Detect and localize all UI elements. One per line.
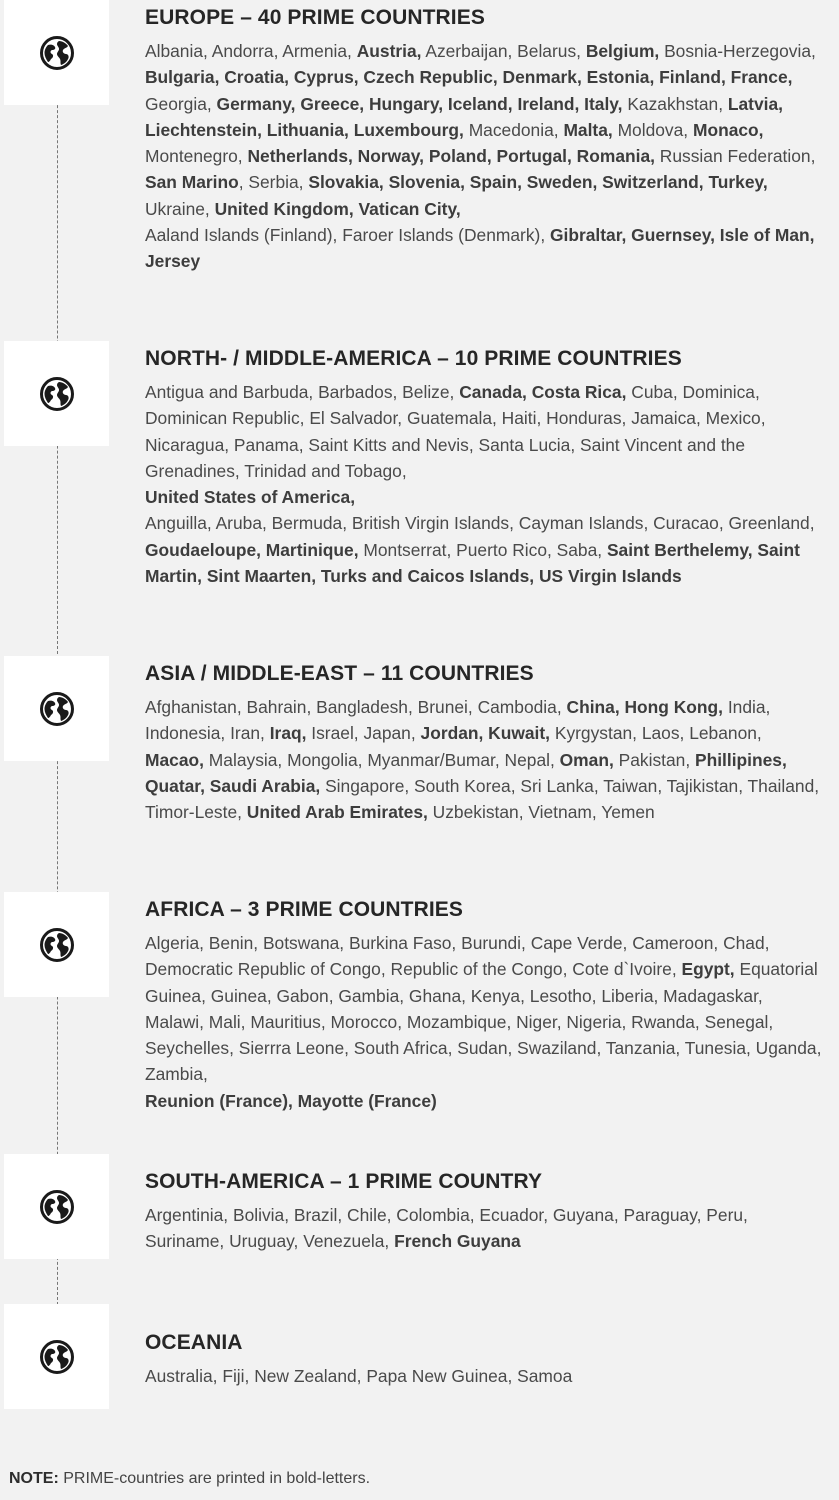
region-title: OCEANIA bbox=[145, 1331, 243, 1354]
country-text: Pakistan, bbox=[613, 749, 695, 770]
country-text: , Serbia, bbox=[238, 172, 309, 193]
globe-icon-box bbox=[4, 1154, 109, 1259]
region-title: ASIA / MIDDLE-EAST – 11 COUNTRIES bbox=[145, 662, 534, 685]
globe-icon bbox=[39, 1339, 75, 1375]
globe-icon bbox=[39, 927, 75, 963]
country-text: Equatorial Guinea, Guinea, Gabon, Gambia, Ghana, Kenya, Lesotho, Liberia, Madagaskar, Malawi, Mali, Mauritius, Morocco, Mozambique, Niger, Nigeria, Rwanda, Senegal, Seychelles, Sierrra Leone, South Africa, Sudan, Swaziland, Tanzania, Tunesia, Uganda, Zambia, bbox=[145, 959, 822, 1085]
country-text: Georgia, bbox=[145, 93, 217, 114]
prime-country-text: Goudaeloupe, Martinique, bbox=[145, 539, 359, 560]
country-text: Montenegro, bbox=[145, 146, 248, 167]
globe-icon-box bbox=[4, 0, 109, 105]
footnote bbox=[9, 1470, 370, 1488]
prime-country-text: United Arab Emirates, bbox=[246, 802, 428, 823]
prime-country-text: United Kingdom, Vatican City, bbox=[214, 198, 461, 219]
prime-country-text: Belgium, bbox=[585, 41, 660, 61]
prime-country-text: Macao, bbox=[145, 749, 204, 770]
prime-country-text: Latvia, Liechtenstein, Lithuania, Luxembourg, bbox=[145, 93, 783, 140]
country-text: Bosnia-Herzegovia, bbox=[659, 41, 816, 61]
prime-country-text: Slovakia, Slovenia, Spain, Sweden, Switzerland, Turkey, bbox=[308, 172, 768, 193]
prime-country-text: Gibraltar, Guernsey, Isle of Man, Jersey bbox=[145, 225, 815, 272]
country-list bbox=[145, 694, 825, 825]
region-title: SOUTH-AMERICA – 1 PRIME COUNTRY bbox=[145, 1170, 543, 1193]
prime-country-text: Canada, Costa Rica, bbox=[459, 382, 627, 402]
prime-country-text: San Marino bbox=[145, 172, 239, 193]
globe-icon-box bbox=[4, 341, 109, 446]
note-label: NOTE: bbox=[9, 1470, 59, 1487]
country-list bbox=[145, 379, 825, 589]
country-text: Algeria, Benin, Botswana, Burkina Faso, Burundi, Cape Verde, Cameroon, Chad, Democratic Republic of Congo, Republic of the Congo, Cote d`Ivoire, bbox=[145, 933, 770, 980]
globe-icon bbox=[39, 1189, 75, 1225]
country-text: Israel, Japan, bbox=[306, 723, 421, 744]
prime-country-text: China, Hong Kong, bbox=[566, 697, 724, 717]
country-text: Montserrat, Puerto Rico, Saba, bbox=[358, 539, 607, 560]
country-text: India, Indonesia, Iran, bbox=[145, 697, 771, 744]
country-text: Macedonia, bbox=[463, 119, 564, 140]
prime-country-text: United States of America, bbox=[145, 487, 356, 508]
region-title: AFRICA – 3 PRIME COUNTRIES bbox=[145, 898, 464, 921]
country-text: Kyrgystan, Laos, Lebanon, bbox=[550, 723, 762, 744]
prime-country-text: Netherlands, Norway, Poland, Portugal, Romania, bbox=[247, 146, 655, 167]
country-list bbox=[145, 38, 825, 275]
prime-country-text: Austria, bbox=[356, 41, 422, 61]
prime-country-text: Saint Berthelemy, Saint Martin, Sint Maarten, Turks and Caicos Islands, US Virgin Islands bbox=[145, 539, 800, 587]
prime-country-text: Oman, bbox=[559, 749, 614, 770]
note-text: PRIME-countries are printed in bold-letters. bbox=[58, 1470, 371, 1487]
country-text: Malaysia, Mongolia, Myanmar/Bumar, Nepal, bbox=[203, 749, 560, 770]
country-list bbox=[145, 1202, 825, 1255]
country-text: Kazakhstan, bbox=[622, 93, 728, 114]
globe-icon bbox=[39, 376, 75, 412]
globe-icon bbox=[39, 35, 75, 71]
globe-icon bbox=[39, 691, 75, 727]
country-text: Singapore, South Korea, Sri Lanka, Taiwan, Tajikistan, Thailand, Timor-Leste, bbox=[145, 775, 820, 823]
globe-icon-box bbox=[4, 892, 109, 997]
prime-country-text: Phillipines, Quatar, Saudi Arabia, bbox=[145, 749, 787, 796]
prime-country-text: Jordan, Kuwait, bbox=[420, 723, 551, 744]
prime-country-text: Iraq, bbox=[269, 723, 307, 744]
prime-country-text: French Guyana bbox=[394, 1231, 521, 1252]
country-text: Azerbaijan, Belarus, bbox=[421, 41, 586, 61]
country-text: Afghanistan, Bahrain, Bangladesh, Brunei, Cambodia, bbox=[145, 697, 567, 717]
prime-country-text: Reunion (France), Mayotte (France) bbox=[145, 1090, 437, 1111]
country-list bbox=[145, 1363, 825, 1389]
globe-icon-box bbox=[4, 1304, 109, 1409]
country-text: Australia, Fiji, New Zealand, Papa New Guinea, Samoa bbox=[145, 1366, 573, 1386]
country-text: Aaland Islands (Finland), Faroer Islands (Denmark), bbox=[145, 225, 550, 246]
country-text: Anguilla, Aruba, Bermuda, British Virgin Islands, Cayman Islands, Curacao, Greenland, bbox=[145, 513, 815, 534]
country-text: Cuba, Dominica, Dominican Republic, El Salvador, Guatemala, Haiti, Honduras, Jamaica, Mexico, Nicaragua, Panama, Saint Kitts and Nevis, Santa Lucia, Saint Vincent and the Grenadines, Trinidad and Tobago, bbox=[145, 382, 766, 481]
prime-country-text: Egypt, bbox=[681, 959, 735, 980]
prime-country-text: Bulgaria, Croatia, Cyprus, Czech Republic, Denmark, Estonia, Finland, France, bbox=[145, 67, 793, 88]
country-text: Russian Federation, bbox=[654, 146, 816, 167]
country-list bbox=[145, 930, 825, 1114]
country-text: Moldova, bbox=[612, 119, 693, 140]
country-text: Antigua and Barbuda, Barbados, Belize, bbox=[145, 382, 460, 402]
prime-country-text: Malta, bbox=[563, 119, 613, 140]
prime-country-text: Monaco, bbox=[692, 119, 764, 140]
region-title: NORTH- / MIDDLE-AMERICA – 10 PRIME COUNTRIES bbox=[145, 347, 682, 370]
country-text: Argentinia, Bolivia, Brazil, Chile, Colombia, Ecuador, Guyana, Paraguay, Peru, Suriname, Uruguay, Venezuela, bbox=[145, 1205, 748, 1252]
country-text: Albania, Andorra, Armenia, bbox=[145, 41, 357, 61]
country-text: Uzbekistan, Vietnam, Yemen bbox=[427, 802, 655, 823]
globe-icon-box bbox=[4, 656, 109, 761]
region-title: EUROPE – 40 PRIME COUNTRIES bbox=[145, 6, 485, 29]
prime-country-text: Germany, Greece, Hungary, Iceland, Ireland, Italy, bbox=[216, 93, 623, 114]
country-text: Ukraine, bbox=[145, 198, 215, 219]
